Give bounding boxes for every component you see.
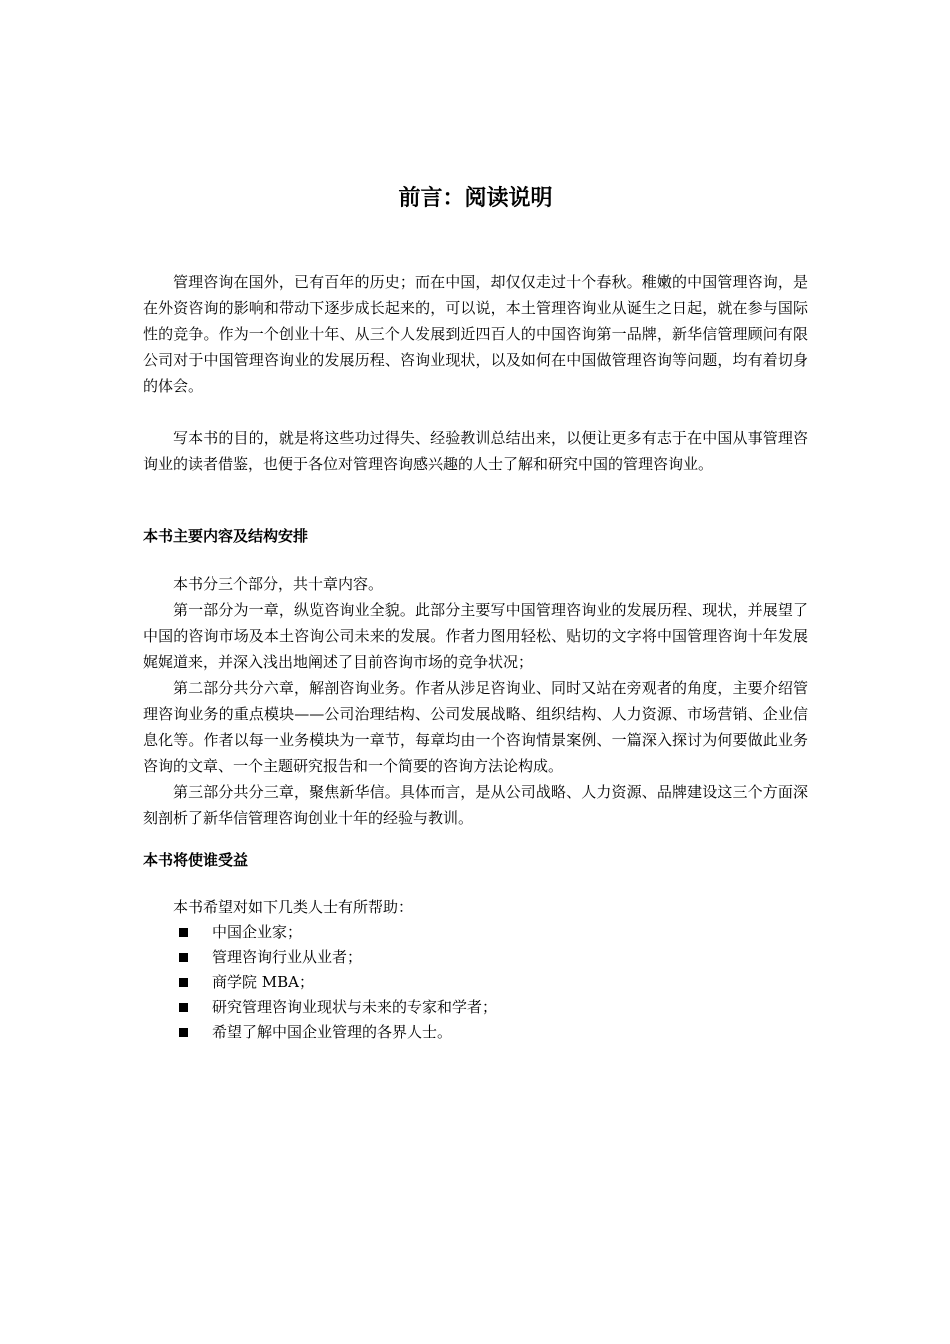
square-bullet-icon — [179, 1028, 188, 1037]
section-beneficiaries-body — [143, 895, 808, 1045]
intro-paragraph: 写本书的目的，就是将这些功过得失、经验教训总结出来，以便让更多有志于在中国从事管理咨询业的读者借鉴，也便于各位对管理咨询感兴趣的人士了解和研究中国的管理咨询业。 — [143, 429, 808, 473]
section-heading-content-structure: 本书主要内容及结构安排 — [143, 527, 309, 545]
list-item-text: 商学院 MBA； — [212, 973, 314, 991]
section-paragraph: 本书分三个部分，共十章内容。 — [173, 575, 384, 593]
list-item-text: 研究管理咨询业现状与未来的专家和学者； — [212, 998, 498, 1016]
list-item — [143, 920, 808, 945]
section-paragraph: 第一部分为一章，纵览咨询业全貌。此部分主要写中国管理咨询业的发展历程、现状，并展望了中国的咨询市场及本土咨询公司未来的发展。作者力图用轻松、贴切的文字将中国管理咨询十年发展娓娓道来，并深入浅出地阐述了目前咨询市场的竞争状况； — [143, 601, 808, 671]
section-paragraph: 第三部分共分三章，聚焦新华信。具体而言，是从公司战略、人力资源、品牌建设这三个方面深刻剖析了新华信管理咨询创业十年的经验与教训。 — [143, 783, 808, 827]
intro-paragraph-1-block — [143, 269, 808, 399]
list-item-text: 管理咨询行业从业者； — [212, 948, 363, 966]
list-item — [143, 1020, 808, 1045]
intro-paragraph-2-block — [143, 425, 808, 477]
beneficiaries-list — [143, 920, 808, 1045]
intro-paragraph: 管理咨询在国外，已有百年的历史；而在中国，却仅仅走过十个春秋。稚嫩的中国管理咨询，是在外资咨询的影响和带动下逐步成长起来的，可以说，本土管理咨询业从诞生之日起，就在参与国际性的竞争。作为一个创业十年、从三个人发展到近四百人的中国咨询第一品牌，新华信管理顾问有限公司对于中国管理咨询业的发展历程、咨询业现状，以及如何在中国做管理咨询等问题，均有着切身的体会。 — [143, 273, 808, 395]
section-paragraph: 第二部分共分六章，解剖咨询业务。作者从涉足咨询业、同时又站在旁观者的角度，主要介绍管理咨询业务的重点模块——公司治理结构、公司发展战略、组织结构、人力资源、市场营销、企业信息化等。作者以每一业务模块为一章节，每章均由一个咨询情景案例、一篇深入探讨为何要做此业务咨询的文章、一个主题研究报告和一个简要的咨询方法论构成。 — [143, 679, 808, 775]
list-item — [143, 945, 808, 970]
page-title: 前言：阅读说明 — [398, 186, 553, 211]
square-bullet-icon — [179, 978, 188, 987]
square-bullet-icon — [179, 928, 188, 937]
section-content-structure-body — [143, 571, 808, 831]
list-item-text: 中国企业家； — [212, 923, 303, 941]
square-bullet-icon — [179, 953, 188, 962]
section-heading-beneficiaries: 本书将使谁受益 — [143, 851, 249, 869]
list-item — [143, 970, 808, 995]
beneficiaries-intro: 本书希望对如下几类人士有所帮助： — [173, 898, 414, 916]
list-item-text: 希望了解中国企业管理的各界人士。 — [212, 1023, 453, 1041]
list-item — [143, 995, 808, 1020]
square-bullet-icon — [179, 1003, 188, 1012]
